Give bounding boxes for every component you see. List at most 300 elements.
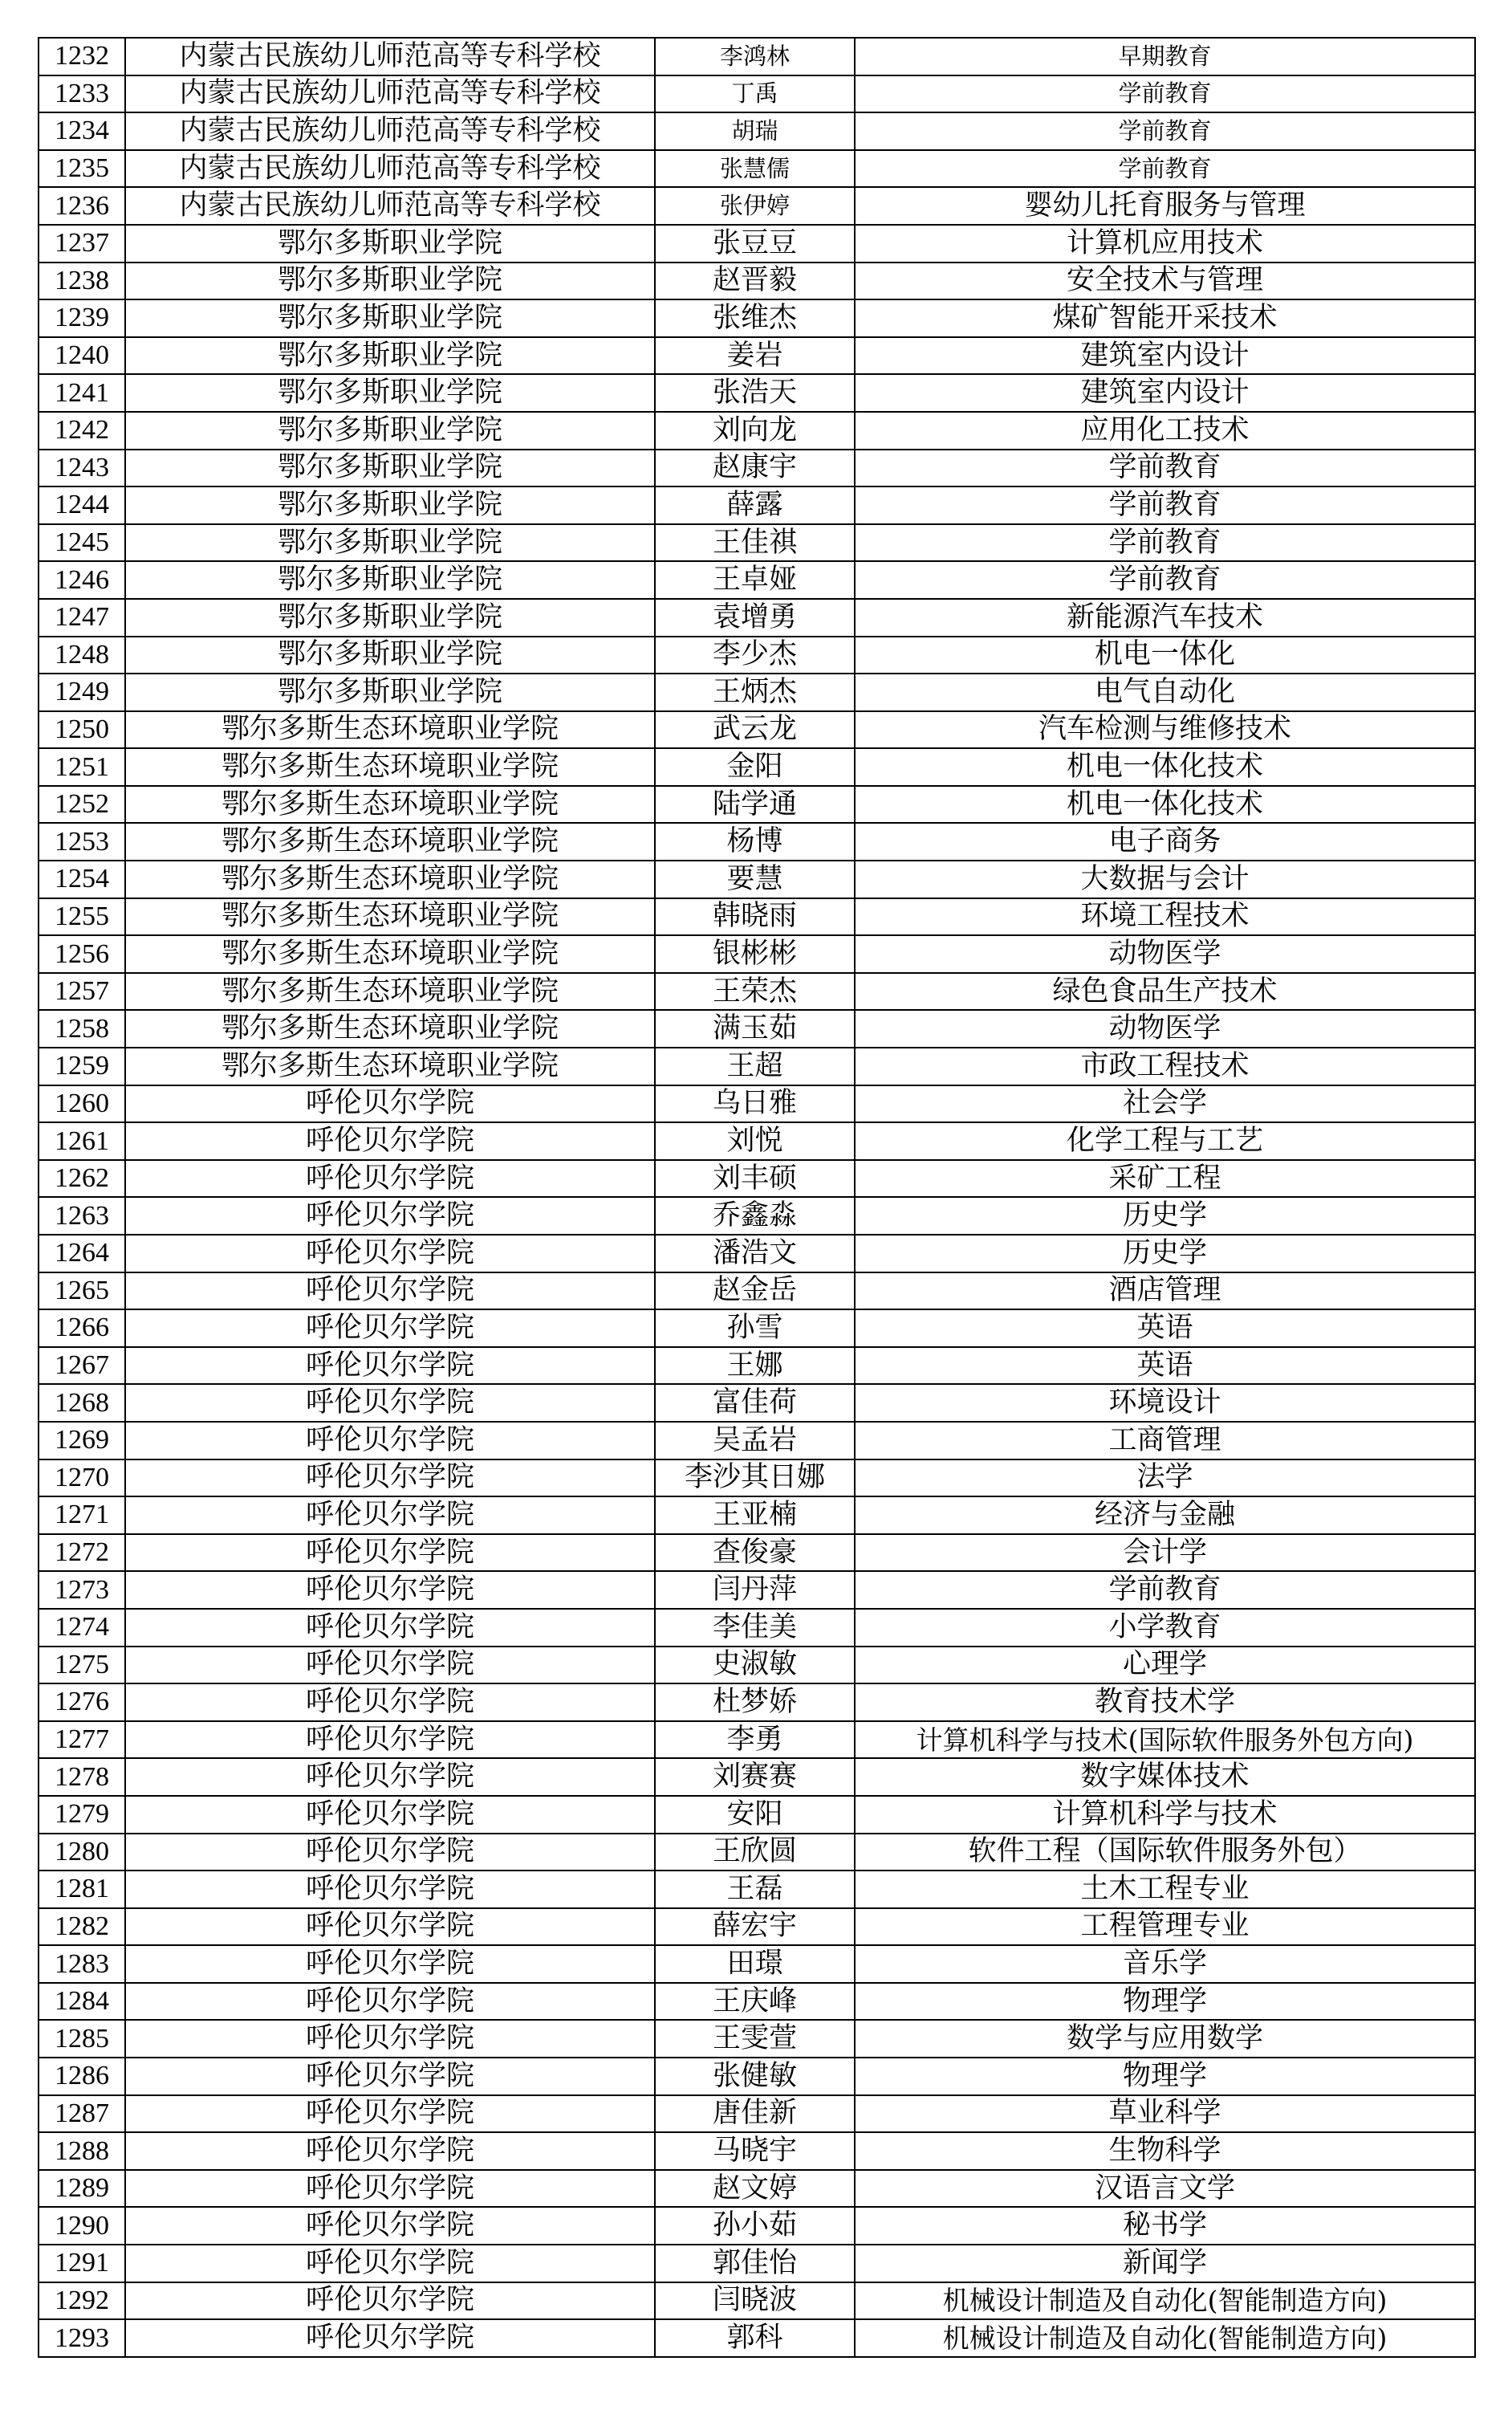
school-name: 鄂尔多斯职业学院 [125,486,655,524]
student-name: 王娜 [655,1347,855,1385]
school-name: 鄂尔多斯生态环境职业学院 [125,898,655,936]
major-name: 软件工程（国际软件服务外包） [855,1834,1475,1871]
row-number: 1282 [39,1908,125,1946]
table-row [39,2095,1475,2133]
major-name: 社会学 [855,1085,1475,1123]
student-name: 乔鑫淼 [655,1197,855,1235]
school-name: 呼伦贝尔学院 [125,1459,655,1497]
row-number: 1233 [39,75,125,113]
table-row [39,1871,1475,1908]
school-name: 呼伦贝尔学院 [125,2245,655,2282]
school-name: 呼伦贝尔学院 [125,1534,655,1572]
student-name: 马晓宇 [655,2132,855,2170]
student-name: 张维杰 [655,299,855,337]
major-name: 数字媒体技术 [855,1758,1475,1796]
student-name: 赵文婷 [655,2170,855,2208]
major-name: 绿色食品生产技术 [855,973,1475,1011]
table-row [39,2245,1475,2282]
major-name: 物理学 [855,1983,1475,2021]
school-name: 鄂尔多斯职业学院 [125,450,655,487]
row-number: 1254 [39,861,125,898]
major-name: 酒店管理 [855,1272,1475,1310]
student-name: 王炳杰 [655,674,855,711]
school-name: 鄂尔多斯生态环境职业学院 [125,861,655,898]
major-name: 应用化工技术 [855,412,1475,450]
student-name: 李佳美 [655,1609,855,1647]
school-name: 呼伦贝尔学院 [125,1384,655,1422]
table-row [39,225,1475,263]
table-row [39,561,1475,599]
student-name: 刘赛赛 [655,1758,855,1796]
major-name: 建筑室内设计 [855,337,1475,375]
major-name: 机电一体化 [855,637,1475,674]
row-number: 1272 [39,1534,125,1572]
table-row [39,524,1475,562]
student-name: 李鸿林 [655,38,855,75]
school-name: 内蒙古民族幼儿师范高等专科学校 [125,112,655,150]
school-name: 呼伦贝尔学院 [125,1496,655,1534]
student-name: 韩晓雨 [655,898,855,936]
school-name: 呼伦贝尔学院 [125,1122,655,1160]
student-name: 姜岩 [655,337,855,375]
student-name: 张健敏 [655,2058,855,2095]
school-name: 呼伦贝尔学院 [125,2170,655,2208]
row-number: 1268 [39,1384,125,1422]
student-name: 薛露 [655,486,855,524]
school-name: 鄂尔多斯职业学院 [125,561,655,599]
row-number: 1261 [39,1122,125,1160]
school-name: 呼伦贝尔学院 [125,1235,655,1272]
major-name: 机电一体化技术 [855,748,1475,786]
row-number: 1248 [39,637,125,674]
major-name: 环境工程技术 [855,898,1475,936]
row-number: 1237 [39,225,125,263]
table-row [39,1422,1475,1459]
table-row [39,75,1475,113]
major-name: 化学工程与工艺 [855,1122,1475,1160]
school-name: 呼伦贝尔学院 [125,1160,655,1198]
row-number: 1292 [39,2282,125,2320]
table-row [39,1721,1475,1759]
major-name: 历史学 [855,1235,1475,1272]
table-row [39,486,1475,524]
major-name: 动物医学 [855,935,1475,973]
major-name: 心理学 [855,1647,1475,1684]
school-name: 鄂尔多斯生态环境职业学院 [125,1048,655,1085]
row-number: 1258 [39,1010,125,1048]
major-name: 学前教育 [855,486,1475,524]
major-name: 婴幼儿托育服务与管理 [855,187,1475,225]
major-name: 大数据与会计 [855,861,1475,898]
student-name: 刘丰硕 [655,1160,855,1198]
major-name: 早期教育 [855,38,1475,75]
table-row [39,1758,1475,1796]
school-name: 鄂尔多斯职业学院 [125,599,655,637]
table-row [39,748,1475,786]
major-name: 建筑室内设计 [855,374,1475,412]
major-name: 煤矿智能开采技术 [855,299,1475,337]
school-name: 呼伦贝尔学院 [125,1871,655,1908]
row-number: 1267 [39,1347,125,1385]
school-name: 呼伦贝尔学院 [125,2020,655,2058]
student-name: 王超 [655,1048,855,1085]
student-name: 潘浩文 [655,1235,855,1272]
student-name: 武云龙 [655,711,855,749]
row-number: 1257 [39,973,125,1011]
school-name: 呼伦贝尔学院 [125,2282,655,2320]
table-row [39,1983,1475,2021]
table-row [39,1834,1475,1871]
table-row [39,38,1475,75]
major-name: 新闻学 [855,2245,1475,2282]
major-name: 学前教育 [855,1571,1475,1609]
row-number: 1259 [39,1048,125,1085]
major-name: 电气自动化 [855,674,1475,711]
row-number: 1281 [39,1871,125,1908]
row-number: 1260 [39,1085,125,1123]
major-name: 法学 [855,1459,1475,1497]
school-name: 呼伦贝尔学院 [125,1908,655,1946]
roster-table-body [39,38,1475,2357]
table-row [39,1272,1475,1310]
row-number: 1263 [39,1197,125,1235]
student-name: 丁禹 [655,75,855,113]
row-number: 1240 [39,337,125,375]
table-row [39,1160,1475,1198]
student-name: 孙小茹 [655,2207,855,2245]
table-row [39,412,1475,450]
student-name: 薛宏宇 [655,1908,855,1946]
school-name: 鄂尔多斯生态环境职业学院 [125,1010,655,1048]
school-name: 呼伦贝尔学院 [125,2319,655,2357]
table-row [39,1309,1475,1347]
major-name: 计算机科学与技术(国际软件服务外包方向) [855,1721,1475,1759]
student-name: 孙雪 [655,1309,855,1347]
student-name: 王卓娅 [655,561,855,599]
major-name: 会计学 [855,1534,1475,1572]
school-name: 鄂尔多斯生态环境职业学院 [125,823,655,861]
row-number: 1234 [39,112,125,150]
school-name: 呼伦贝尔学院 [125,1758,655,1796]
major-name: 学前教育 [855,150,1475,188]
row-number: 1249 [39,674,125,711]
student-name: 李沙其日娜 [655,1459,855,1497]
school-name: 呼伦贝尔学院 [125,1834,655,1871]
table-row [39,1197,1475,1235]
school-name: 呼伦贝尔学院 [125,2095,655,2133]
row-number: 1247 [39,599,125,637]
row-number: 1256 [39,935,125,973]
major-name: 计算机应用技术 [855,225,1475,263]
major-name: 动物医学 [855,1010,1475,1048]
row-number: 1242 [39,412,125,450]
school-name: 鄂尔多斯职业学院 [125,524,655,562]
row-number: 1251 [39,748,125,786]
row-number: 1286 [39,2058,125,2095]
row-number: 1278 [39,1758,125,1796]
student-name: 闫丹萍 [655,1571,855,1609]
school-name: 呼伦贝尔学院 [125,2132,655,2170]
student-name: 赵晋毅 [655,263,855,300]
row-number: 1244 [39,486,125,524]
school-name: 鄂尔多斯职业学院 [125,263,655,300]
school-name: 鄂尔多斯生态环境职业学院 [125,973,655,1011]
row-number: 1255 [39,898,125,936]
major-name: 草业科学 [855,2095,1475,2133]
student-name: 吴孟岩 [655,1422,855,1459]
school-name: 呼伦贝尔学院 [125,1197,655,1235]
major-name: 计算机科学与技术 [855,1796,1475,1834]
major-name: 学前教育 [855,561,1475,599]
school-name: 呼伦贝尔学院 [125,1683,655,1721]
row-number: 1283 [39,1945,125,1983]
major-name: 机械设计制造及自动化(智能制造方向) [855,2319,1475,2357]
row-number: 1285 [39,2020,125,2058]
major-name: 英语 [855,1347,1475,1385]
major-name: 英语 [855,1309,1475,1347]
table-row [39,2058,1475,2095]
school-name: 内蒙古民族幼儿师范高等专科学校 [125,75,655,113]
student-name: 王雯萱 [655,2020,855,2058]
major-name: 机械设计制造及自动化(智能制造方向) [855,2282,1475,2320]
school-name: 呼伦贝尔学院 [125,1983,655,2021]
row-number: 1289 [39,2170,125,2208]
student-name: 王荣杰 [655,973,855,1011]
row-number: 1276 [39,1683,125,1721]
student-name: 金阳 [655,748,855,786]
table-row [39,1048,1475,1085]
major-name: 秘书学 [855,2207,1475,2245]
row-number: 1243 [39,450,125,487]
row-number: 1271 [39,1496,125,1534]
school-name: 内蒙古民族幼儿师范高等专科学校 [125,187,655,225]
major-name: 汉语言文学 [855,2170,1475,2208]
table-row [39,674,1475,711]
student-name: 史淑敏 [655,1647,855,1684]
major-name: 学前教育 [855,112,1475,150]
student-name: 要慧 [655,861,855,898]
row-number: 1270 [39,1459,125,1497]
roster-table [38,37,1476,2358]
row-number: 1235 [39,150,125,188]
row-number: 1245 [39,524,125,562]
school-name: 鄂尔多斯职业学院 [125,225,655,263]
row-number: 1277 [39,1721,125,1759]
major-name: 机电一体化技术 [855,786,1475,824]
table-row [39,1384,1475,1422]
major-name: 学前教育 [855,75,1475,113]
major-name: 学前教育 [855,450,1475,487]
major-name: 教育技术学 [855,1683,1475,1721]
school-name: 呼伦贝尔学院 [125,1422,655,1459]
student-name: 陆学通 [655,786,855,824]
table-row [39,637,1475,674]
school-name: 内蒙古民族幼儿师范高等专科学校 [125,38,655,75]
row-number: 1274 [39,1609,125,1647]
table-row [39,1683,1475,1721]
student-name: 郭科 [655,2319,855,2357]
student-name: 张伊婷 [655,187,855,225]
table-row [39,1945,1475,1983]
student-name: 乌日雅 [655,1085,855,1123]
school-name: 内蒙古民族幼儿师范高等专科学校 [125,150,655,188]
student-name: 刘向龙 [655,412,855,450]
table-row [39,1796,1475,1834]
table-row [39,337,1475,375]
row-number: 1293 [39,2319,125,2357]
major-name: 工程管理专业 [855,1908,1475,1946]
row-number: 1287 [39,2095,125,2133]
table-row [39,823,1475,861]
student-name: 杜梦娇 [655,1683,855,1721]
student-name: 赵金岳 [655,1272,855,1310]
table-row [39,1085,1475,1123]
table-row [39,2020,1475,2058]
student-name: 王欣圆 [655,1834,855,1871]
student-name: 李勇 [655,1721,855,1759]
table-row [39,2319,1475,2357]
row-number: 1232 [39,38,125,75]
table-row [39,1122,1475,1160]
major-name: 环境设计 [855,1384,1475,1422]
table-row [39,2207,1475,2245]
major-name: 数学与应用数学 [855,2020,1475,2058]
table-row [39,1534,1475,1572]
table-row [39,973,1475,1011]
table-row [39,1647,1475,1684]
row-number: 1250 [39,711,125,749]
student-name: 张浩天 [655,374,855,412]
student-name: 唐佳新 [655,2095,855,2133]
row-number: 1241 [39,374,125,412]
table-row [39,1571,1475,1609]
student-name: 王庆峰 [655,1983,855,2021]
major-name: 土木工程专业 [855,1871,1475,1908]
student-name: 张慧儒 [655,150,855,188]
student-name: 查俊豪 [655,1534,855,1572]
major-name: 采矿工程 [855,1160,1475,1198]
student-name: 张豆豆 [655,225,855,263]
school-name: 呼伦贝尔学院 [125,1945,655,1983]
major-name: 经济与金融 [855,1496,1475,1534]
row-number: 1279 [39,1796,125,1834]
school-name: 鄂尔多斯职业学院 [125,374,655,412]
school-name: 呼伦贝尔学院 [125,1571,655,1609]
school-name: 鄂尔多斯职业学院 [125,299,655,337]
row-number: 1265 [39,1272,125,1310]
row-number: 1273 [39,1571,125,1609]
school-name: 鄂尔多斯生态环境职业学院 [125,748,655,786]
school-name: 呼伦贝尔学院 [125,1272,655,1310]
major-name: 新能源汽车技术 [855,599,1475,637]
row-number: 1275 [39,1647,125,1684]
student-name: 富佳荷 [655,1384,855,1422]
school-name: 鄂尔多斯职业学院 [125,337,655,375]
student-name: 王亚楠 [655,1496,855,1534]
table-row [39,112,1475,150]
table-row [39,711,1475,749]
major-name: 历史学 [855,1197,1475,1235]
school-name: 呼伦贝尔学院 [125,1085,655,1123]
row-number: 1239 [39,299,125,337]
major-name: 生物科学 [855,2132,1475,2170]
student-name: 安阳 [655,1796,855,1834]
student-name: 闫晓波 [655,2282,855,2320]
table-row [39,1496,1475,1534]
school-name: 呼伦贝尔学院 [125,1796,655,1834]
school-name: 鄂尔多斯职业学院 [125,637,655,674]
table-row [39,935,1475,973]
major-name: 电子商务 [855,823,1475,861]
school-name: 呼伦贝尔学院 [125,1309,655,1347]
student-name: 胡瑞 [655,112,855,150]
student-name: 王佳祺 [655,524,855,562]
major-name: 学前教育 [855,524,1475,562]
major-name: 汽车检测与维修技术 [855,711,1475,749]
student-name: 袁增勇 [655,599,855,637]
row-number: 1252 [39,786,125,824]
major-name: 安全技术与管理 [855,263,1475,300]
row-number: 1280 [39,1834,125,1871]
table-row [39,1459,1475,1497]
school-name: 鄂尔多斯生态环境职业学院 [125,935,655,973]
table-row [39,187,1475,225]
row-number: 1291 [39,2245,125,2282]
table-row [39,1609,1475,1647]
table-row [39,861,1475,898]
table-row [39,2132,1475,2170]
table-row [39,1010,1475,1048]
row-number: 1236 [39,187,125,225]
student-name: 赵康宇 [655,450,855,487]
table-row [39,1347,1475,1385]
major-name: 工商管理 [855,1422,1475,1459]
table-row [39,299,1475,337]
major-name: 市政工程技术 [855,1048,1475,1085]
school-name: 鄂尔多斯职业学院 [125,674,655,711]
student-name: 李少杰 [655,637,855,674]
student-name: 王磊 [655,1871,855,1908]
row-number: 1246 [39,561,125,599]
school-name: 鄂尔多斯职业学院 [125,412,655,450]
major-name: 物理学 [855,2058,1475,2095]
table-row [39,1908,1475,1946]
school-name: 呼伦贝尔学院 [125,1347,655,1385]
student-name: 刘悦 [655,1122,855,1160]
row-number: 1262 [39,1160,125,1198]
table-row [39,2170,1475,2208]
table-row [39,374,1475,412]
school-name: 呼伦贝尔学院 [125,2058,655,2095]
row-number: 1288 [39,2132,125,2170]
major-name: 小学教育 [855,1609,1475,1647]
row-number: 1290 [39,2207,125,2245]
school-name: 呼伦贝尔学院 [125,2207,655,2245]
student-name: 银彬彬 [655,935,855,973]
row-number: 1253 [39,823,125,861]
major-name: 音乐学 [855,1945,1475,1983]
school-name: 鄂尔多斯生态环境职业学院 [125,786,655,824]
student-name: 满玉茹 [655,1010,855,1048]
row-number: 1269 [39,1422,125,1459]
student-name: 田璟 [655,1945,855,1983]
table-row [39,263,1475,300]
school-name: 呼伦贝尔学院 [125,1609,655,1647]
table-row [39,786,1475,824]
row-number: 1264 [39,1235,125,1272]
school-name: 呼伦贝尔学院 [125,1647,655,1684]
row-number: 1238 [39,263,125,300]
